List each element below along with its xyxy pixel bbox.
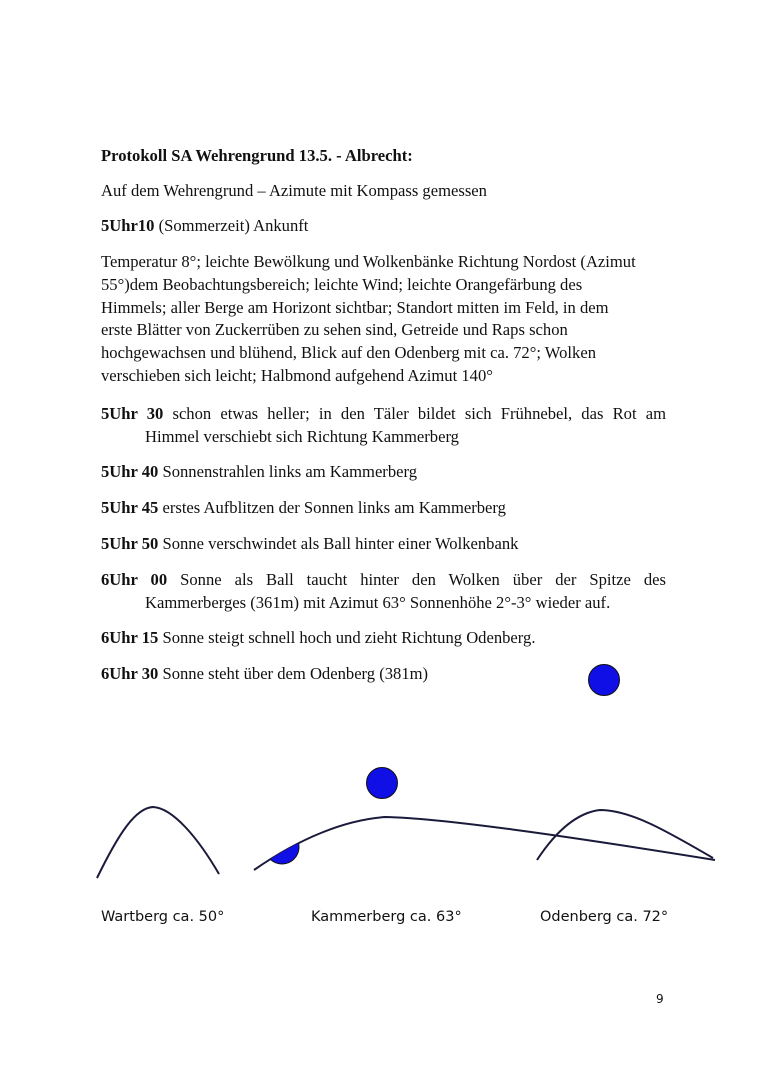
entry-text: (Sommerzeit) Ankunft <box>154 216 309 235</box>
entry-time: 5Uhr 40 <box>101 462 159 481</box>
kammerberg-hill <box>254 817 715 870</box>
observation-line: hochgewachsen und blühend, Blick auf den Odenberg mit ca. 72°; Wolken <box>101 343 597 363</box>
subtitle: Auf dem Wehrengrund – Azimute mit Kompass gemessen <box>101 181 487 200</box>
sun-over-odenberg-icon <box>589 665 620 696</box>
log-entry <box>101 569 666 614</box>
wartberg-hill <box>97 807 219 878</box>
log-entry <box>101 533 518 555</box>
entry-text: schon etwas heller; in den Täler bildet sich Frühnebel, das Rot am <box>163 404 666 423</box>
observation-line: verschieben sich leicht; Halbmond aufgehend Azimut 140° <box>101 365 493 385</box>
entry-time: 5Uhr 45 <box>101 498 159 517</box>
entry-time: 6Uhr 30 <box>101 664 159 683</box>
observation-paragraph <box>101 251 667 388</box>
arrival-entry <box>101 215 308 237</box>
entry-continuation: Himmel verschiebt sich Richtung Kammerberg <box>145 426 459 446</box>
log-entry <box>101 403 666 448</box>
sun-over-kammerberg-icon <box>367 768 398 799</box>
odenberg-hill <box>537 810 713 860</box>
kammerberg-label: Kammerberg ca. 63° <box>311 909 462 925</box>
log-entry <box>101 497 506 519</box>
observation-line: Himmels; aller Berge am Horizont sichtbar; Standort mitten im Feld, in dem <box>101 297 609 317</box>
entry-text: Sonne steht über dem Odenberg (381m) <box>158 664 429 683</box>
odenberg-label: Odenberg ca. 72° <box>540 909 669 925</box>
entry-text: Sonne als Ball taucht hinter den Wolken über der Spitze des <box>167 570 666 589</box>
entry-text: Sonne verschwindet als Ball hinter einer Wolkenbank <box>158 534 519 553</box>
horizon-diagram <box>0 650 768 900</box>
entry-time: 6Uhr 00 <box>101 570 168 589</box>
entry-text: Sonnenstrahlen links am Kammerberg <box>158 462 418 481</box>
observation-line: 55°)dem Beobachtungsbereich; leichte Wind; leichte Orangefärbung des <box>101 274 583 294</box>
entry-text: Sonne steigt schnell hoch und zieht Richtung Odenberg. <box>158 628 536 647</box>
entry-continuation: Kammerberges (361m) mit Azimut 63° Sonnenhöhe 2°-3° wieder auf. <box>145 592 611 612</box>
observation-line: erste Blätter von Zuckerrüben zu sehen sind, Getreide und Raps schon <box>101 320 568 340</box>
entry-time: 5Uhr 50 <box>101 534 159 553</box>
entry-time: 6Uhr 15 <box>101 628 159 647</box>
page-number: 9 <box>656 992 664 1006</box>
page-title: Protokoll SA Wehrengrund 13.5. - Albrecht: <box>101 146 413 165</box>
entry-text: erstes Aufblitzen der Sonnen links am Kammerberg <box>158 498 506 517</box>
wartberg-label: Wartberg ca. 50° <box>101 909 225 925</box>
entry-time: 5Uhr10 <box>101 216 155 235</box>
observation-line: Temperatur 8°; leichte Bewölkung und Wolkenbänke Richtung Nordost (Azimut <box>101 252 636 271</box>
entry-time: 5Uhr 30 <box>101 404 164 423</box>
log-entry <box>101 461 417 483</box>
log-entry <box>101 627 535 649</box>
